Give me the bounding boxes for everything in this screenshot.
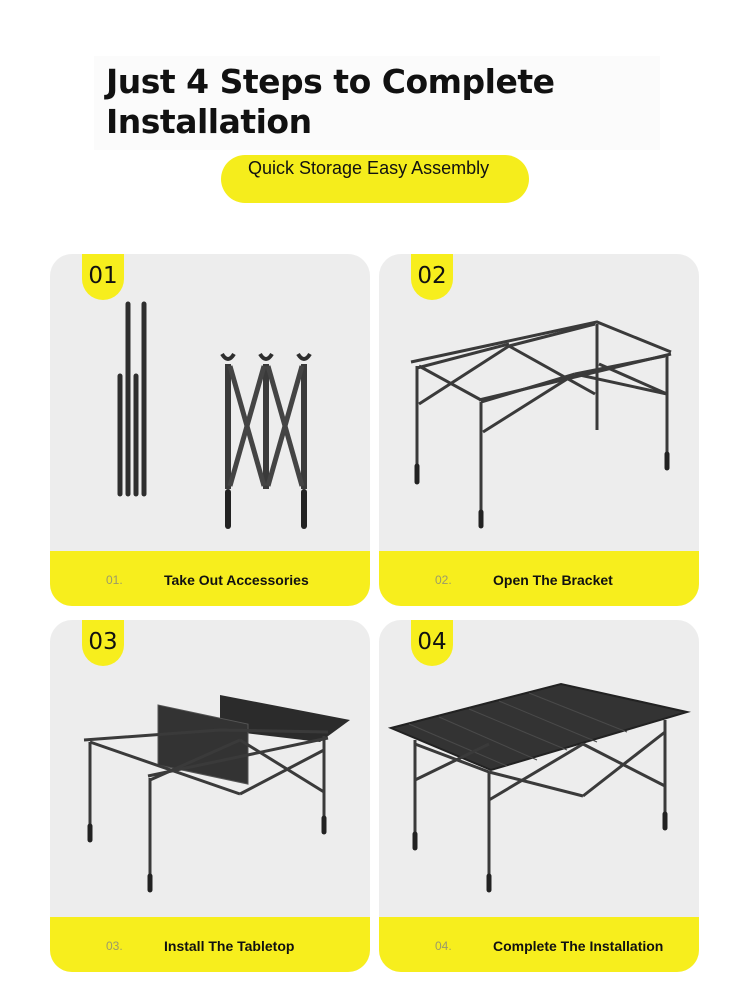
step-number-3: 03. [106, 939, 123, 953]
step-badge-2: 02 [411, 254, 453, 300]
step-badge-4: 04 [411, 620, 453, 666]
step-card-3 [50, 620, 370, 972]
step-label-2: Open The Bracket [493, 572, 613, 588]
step-card-1 [50, 254, 370, 606]
step-label-1: Take Out Accessories [164, 572, 309, 588]
step-badge-1: 01 [82, 254, 124, 300]
step-number-1: 01. [106, 573, 123, 587]
step-label-3: Install The Tabletop [164, 938, 295, 954]
page-title: Just 4 Steps to Complete Installation [106, 62, 555, 141]
step-label-4: Complete The Installation [493, 938, 664, 954]
subtitle-text: Quick Storage Easy Assembly [248, 158, 490, 178]
step-badge-3: 03 [82, 620, 124, 666]
step-card-2 [379, 254, 699, 606]
step-number-2: 02. [435, 573, 452, 587]
step-card-4 [379, 620, 699, 972]
step-number-4: 04. [435, 939, 452, 953]
